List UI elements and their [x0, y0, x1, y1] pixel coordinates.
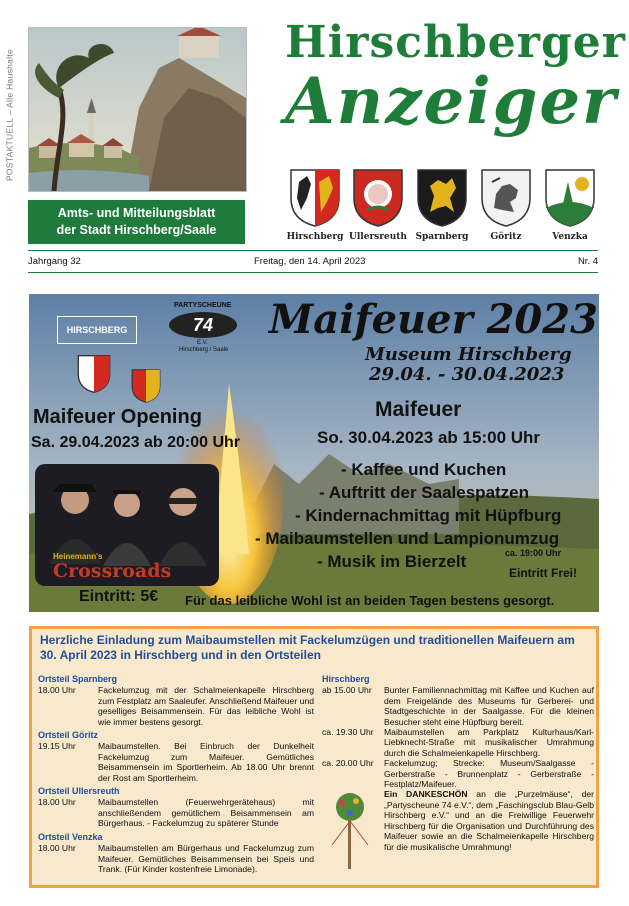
- crest-sparnberg: Sparnberg: [412, 168, 472, 242]
- subtitle-line-2: der Stadt Hirschberg/Saale: [56, 223, 217, 237]
- crest-hirschberg: Hirschberg: [285, 168, 345, 242]
- issue-date: Freitag, den 14. April 2023: [254, 256, 366, 267]
- location-venzka: Ortsteil Venzka: [38, 831, 103, 842]
- issue-volume: Jahrgang 32: [28, 256, 81, 267]
- ad-footer: Für das leibliche Wohl ist an beiden Tagen bestens gesorgt.: [185, 593, 555, 608]
- event-venzka: 18.00 Uhr Maibaumstellen am Bürgerhaus und Fackelumzug zum Maifeuer. Gemütliches Beisammensein bei Speis und Trank. (Für Kinder kostenfreie Limonade).: [38, 843, 314, 874]
- ad-crest-party-icon: [131, 368, 161, 404]
- item-2: - Auftritt der Saalespatzen: [319, 483, 530, 502]
- opening-title: Maifeuer Opening: [33, 406, 202, 428]
- crest-ullersreuth-icon: [352, 168, 404, 228]
- event-goeritz: 19.15 Uhr Maibaumstellen. Bei Einbruch der Dunkelheit Fackelumzug zum Maifeuer. Gemütliches Beisammensein im Sportlerheim. Ab 18.00 Uhr brennt der Rost am Sportlerheim.: [38, 741, 314, 783]
- item-3: - Kindernachmittag mit Hüpfburg: [295, 506, 562, 525]
- band-name: Crossroads: [53, 560, 172, 582]
- info-box: [29, 626, 599, 888]
- item-4: - Maibaumstellen und Lampionumzug: [255, 529, 560, 548]
- free-entry: Eintritt Frei!: [509, 566, 577, 580]
- logo-party-ev: E.V.: [197, 340, 208, 346]
- location-goeritz: Ortsteil Göritz: [38, 730, 99, 741]
- town-painting: [28, 27, 247, 192]
- crest-venzka: Venzka: [540, 168, 600, 242]
- location-ullersreuth: Ortsteil Ullersreuth: [38, 786, 120, 797]
- crest-goeritz-icon: [480, 168, 532, 228]
- info-left-column: [38, 671, 314, 874]
- event-hirschberg-3: ca. 20.00 Uhr Fackelumzug; Strecke: Museum/Saalgasse - Gerberstraße - Brunnenplatz - Gerberstraße - Festplatz/Maifeuer.: [322, 758, 594, 790]
- band-photo: [35, 464, 219, 586]
- ad-crest-hirschberg-icon: [77, 354, 111, 394]
- event-sparnberg: 18.00 Uhr Fackelumzug mit der Schalmeienkapelle Hirschberg zum Festplatz am Saaleufer. Anschließend Maifeuer und geselliges Beisammensein. Für das leibliche Wohl ist wie immer bestens gesorgt.: [38, 685, 314, 727]
- entry-fee: Eintritt: 5€: [79, 588, 159, 605]
- subtitle-line-1: Amts- und Mitteilungsblatt: [57, 206, 216, 220]
- thanks-bold: Ein DANKESCHÖN: [384, 789, 468, 800]
- main-title: Maifeuer: [375, 398, 462, 421]
- item-5: - Musik im Bierzelt: [317, 552, 467, 571]
- maypole-icon: [322, 789, 378, 869]
- opening-date: Sa. 29.04.2023 ab 20:00 Uhr: [31, 434, 241, 451]
- rule-top: [28, 250, 598, 251]
- logo-hirschberg: HIRSCHBERG: [57, 316, 137, 344]
- logo-party-place: Hirschberg / Saale: [179, 347, 229, 353]
- crest-sparnberg-icon: [416, 168, 468, 228]
- logo-party-top: PARTYSCHEUNE: [174, 302, 232, 309]
- location-hirschberg: Hirschberg: [322, 674, 370, 684]
- crest-hirschberg-icon: [289, 168, 341, 228]
- info-right-column: [322, 671, 594, 872]
- subtitle-box: [28, 200, 245, 244]
- crest-row: [285, 168, 605, 244]
- event-hirschberg-1: ab 15.00 Uhr Bunter Familiennachmittag mit Kaffee und Kuchen auf dem Freigelände des Museums für Gerberei- und Stadtgeschichte in der Saalgasse. Für die kleinen Besucher steht eine Hüpfburg bereit.: [322, 685, 594, 727]
- side-label: POSTAKTUELL – Alle Haushalte: [4, 48, 15, 182]
- issue-line: [28, 256, 598, 270]
- masthead: [285, 17, 626, 139]
- rule-bottom: [28, 272, 598, 273]
- location-sparnberg: Ortsteil Sparnberg: [38, 674, 118, 684]
- logo-party-num: 74: [169, 312, 237, 338]
- ad-dates: 29.04. - 30.04.2023: [369, 364, 565, 385]
- crest-venzka-icon: [544, 168, 596, 228]
- item-1: - Kaffee und Kuchen: [341, 460, 507, 479]
- crest-ullersreuth: Ullersreuth: [348, 168, 408, 242]
- band-prefix: Heinemann's: [53, 552, 103, 561]
- main-date: So. 30.04.2023 ab 15:00 Uhr: [317, 428, 541, 447]
- thanks-text: an die „Purzelmäuse“, der „Partyscheune 74 e.V.“, dem „Faschingsclub Blau-Gelb Hirschberg e.V.“ und an die Freiwillige Feuerwehr Hirschberg für die Organisation und Durchführung des Maifeuer sowie an die Schalmeienkapelle Hirschberg für die musikalische Umrahmung!: [384, 789, 594, 852]
- event-hirschberg-2: ca. 19.30 Uhr Maibaumstellen am Parkplatz Kulturhaus/Karl-Liebknecht-Straße mit musikalischer Umrahmung durch die Schalmeienkapelle Hirschberg.: [322, 727, 594, 758]
- masthead-title-2: Anzeiger: [285, 64, 618, 139]
- masthead-title-1: Hirschberger: [285, 17, 626, 68]
- music-time: ca. 19:00 Uhr: [505, 548, 562, 558]
- ad-venue: Museum Hirschberg: [365, 344, 572, 365]
- event-ullersreuth: 18.00 Uhr Maibaumstellen (Feuerwehrgerätehaus) mit anschließendem gemütlichem Beisammensein am Bürgerhaus. - Fackelumzug zu späterer Stunde: [38, 797, 314, 829]
- crest-goeritz: Göritz: [476, 168, 536, 242]
- info-headline: Herzliche Einladung zum Maibaumstellen mit Fackelumzügen und traditionellen Maifeuern am 30. April 2023 in Hirschberg und in den Ortsteilen: [40, 633, 575, 662]
- ad-title: Maifeuer 2023: [269, 296, 598, 343]
- thanks-block: [322, 789, 594, 871]
- issue-number: Nr. 4: [577, 256, 598, 267]
- maifeuer-ad: [29, 294, 599, 612]
